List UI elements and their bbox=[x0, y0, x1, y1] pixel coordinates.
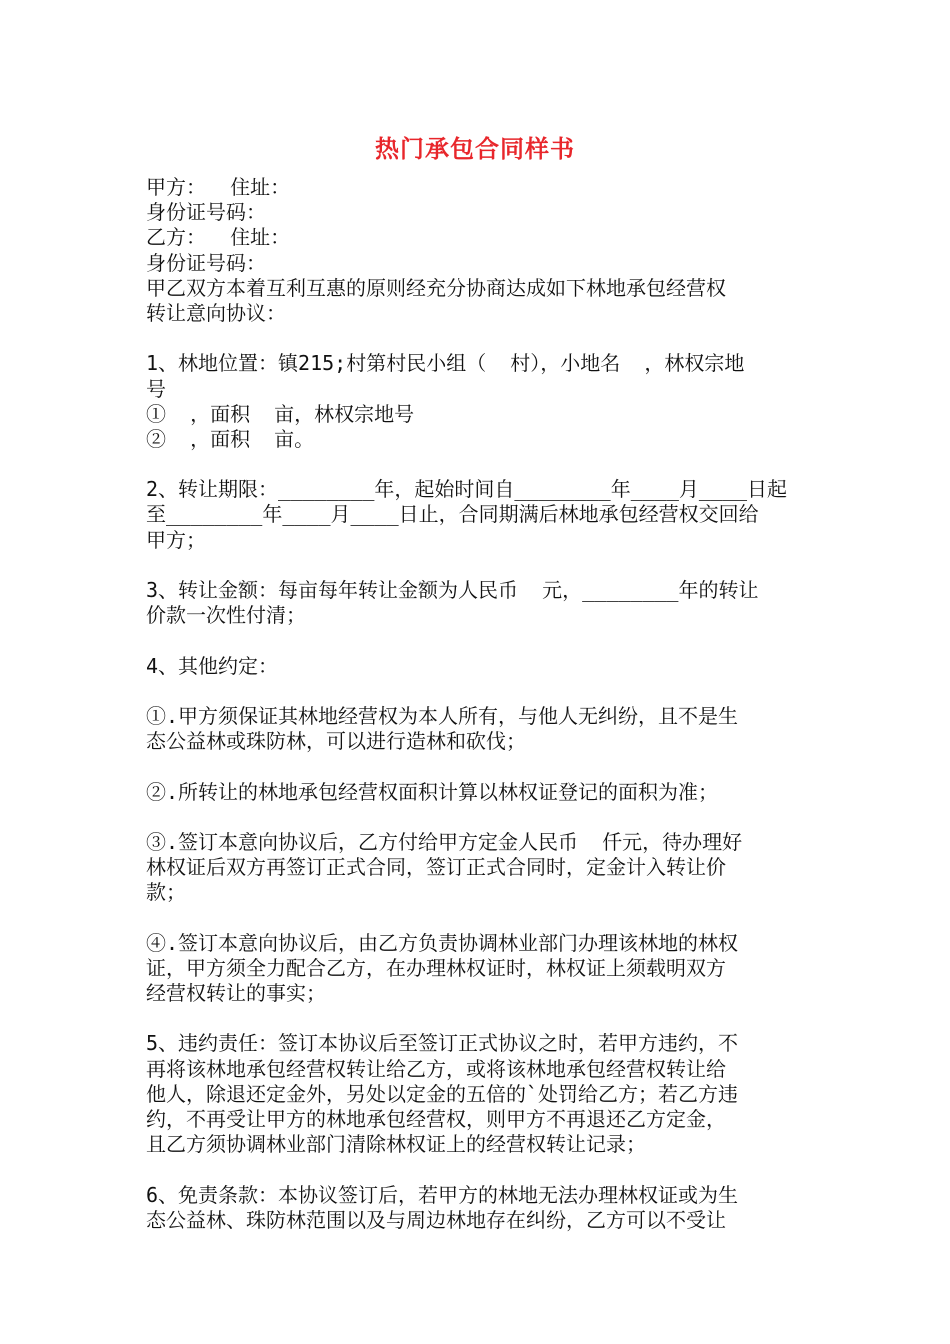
text-line: 1、林地位置：镇215;村第村民小组（ 村），小地名 ，林权宗地 bbox=[146, 351, 745, 376]
text-line: 价款一次性付清； bbox=[146, 603, 306, 628]
text-line: 经营权转让的事实； bbox=[146, 981, 326, 1005]
text-line: 6、免责条款：本协议签订后，若甲方的林地无法办理林权证或为生 bbox=[146, 1182, 739, 1207]
text-line: 甲方： 住址： bbox=[146, 175, 291, 199]
text-line: 款； bbox=[146, 880, 186, 905]
text-line: 乙方： 住址： bbox=[146, 225, 291, 250]
text-line: 证，甲方须全力配合乙方，在办理林权证时，林权证上须载明双方 bbox=[146, 955, 726, 980]
text-line: 5、违约责任：签订本协议后至签订正式协议之时，若甲方违约，不 bbox=[146, 1031, 739, 1056]
text-line: 至________年____月____日止，合同期满后林地承包经营权交回给 bbox=[146, 502, 759, 527]
text-line: 林权证后双方再签订正式合同，签订正式合同时，定金计入转让价 bbox=[146, 855, 726, 880]
text-line: 身份证号码： bbox=[146, 250, 266, 275]
text-line: ④.签订本意向协议后，由乙方负责协调林业部门办理该林地的林权 bbox=[146, 930, 739, 955]
text-line: ③.签订本意向协议后，乙方付给甲方定金人民币 仟元，待办理好 bbox=[146, 829, 743, 854]
document-title: 热门承包合同样书 bbox=[375, 134, 575, 163]
blank-line bbox=[146, 553, 812, 578]
text-line: 且乙方须协调林业部门清除林权证上的经营权转让记录； bbox=[146, 1132, 646, 1157]
blank-line bbox=[146, 628, 812, 653]
blank-line bbox=[146, 754, 812, 779]
text-line: 甲乙双方本着互利互惠的原则经充分协商达成如下林地承包经营权 bbox=[146, 275, 726, 300]
blank-line bbox=[146, 805, 812, 830]
text-line: 甲方； bbox=[146, 527, 206, 552]
blank-line bbox=[146, 1006, 812, 1031]
text-line: ②.所转让的林地承包经营权面积计算以林权证登记的面积为准； bbox=[146, 779, 719, 804]
blank-line bbox=[146, 679, 812, 704]
text-line: 号 bbox=[146, 376, 166, 401]
text-line: 态公益林、珠防林范围以及与周边林地存在纠纷，乙方可以不受让 bbox=[146, 1207, 726, 1232]
text-line: 2、转让期限：________年，起始时间自________年____月____日起 bbox=[146, 477, 788, 502]
text-line: ② ，面积 亩。 bbox=[146, 426, 315, 451]
blank-line bbox=[146, 452, 812, 477]
blank-line bbox=[146, 1157, 812, 1182]
text-line: 身份证号码： bbox=[146, 200, 266, 225]
text-line: 态公益林或珠防林，可以进行造林和砍伐； bbox=[146, 729, 526, 754]
document-body bbox=[146, 175, 812, 1233]
text-line: 他人，除退还定金外，另处以定金的五倍的`处罚给乙方；若乙方违 bbox=[146, 1081, 739, 1106]
blank-line bbox=[146, 326, 812, 351]
text-line: 3、转让金额：每亩每年转让金额为人民币 元，________年的转让 bbox=[146, 578, 759, 602]
text-line: 4、其他约定： bbox=[146, 653, 279, 678]
text-line: 再将该林地承包经营权转让给乙方，或将该林地承包经营权转让给 bbox=[146, 1056, 726, 1081]
text-line: ① ，面积 亩，林权宗地号 bbox=[146, 401, 415, 426]
text-line: ①.甲方须保证其林地经营权为本人所有，与他人无纠纷，且不是生 bbox=[146, 703, 739, 728]
text-line: 约，不再受让甲方的林地承包经营权，则甲方不再退还乙方定金， bbox=[146, 1106, 726, 1131]
text-line: 转让意向协议： bbox=[146, 300, 286, 325]
blank-line bbox=[146, 905, 812, 930]
